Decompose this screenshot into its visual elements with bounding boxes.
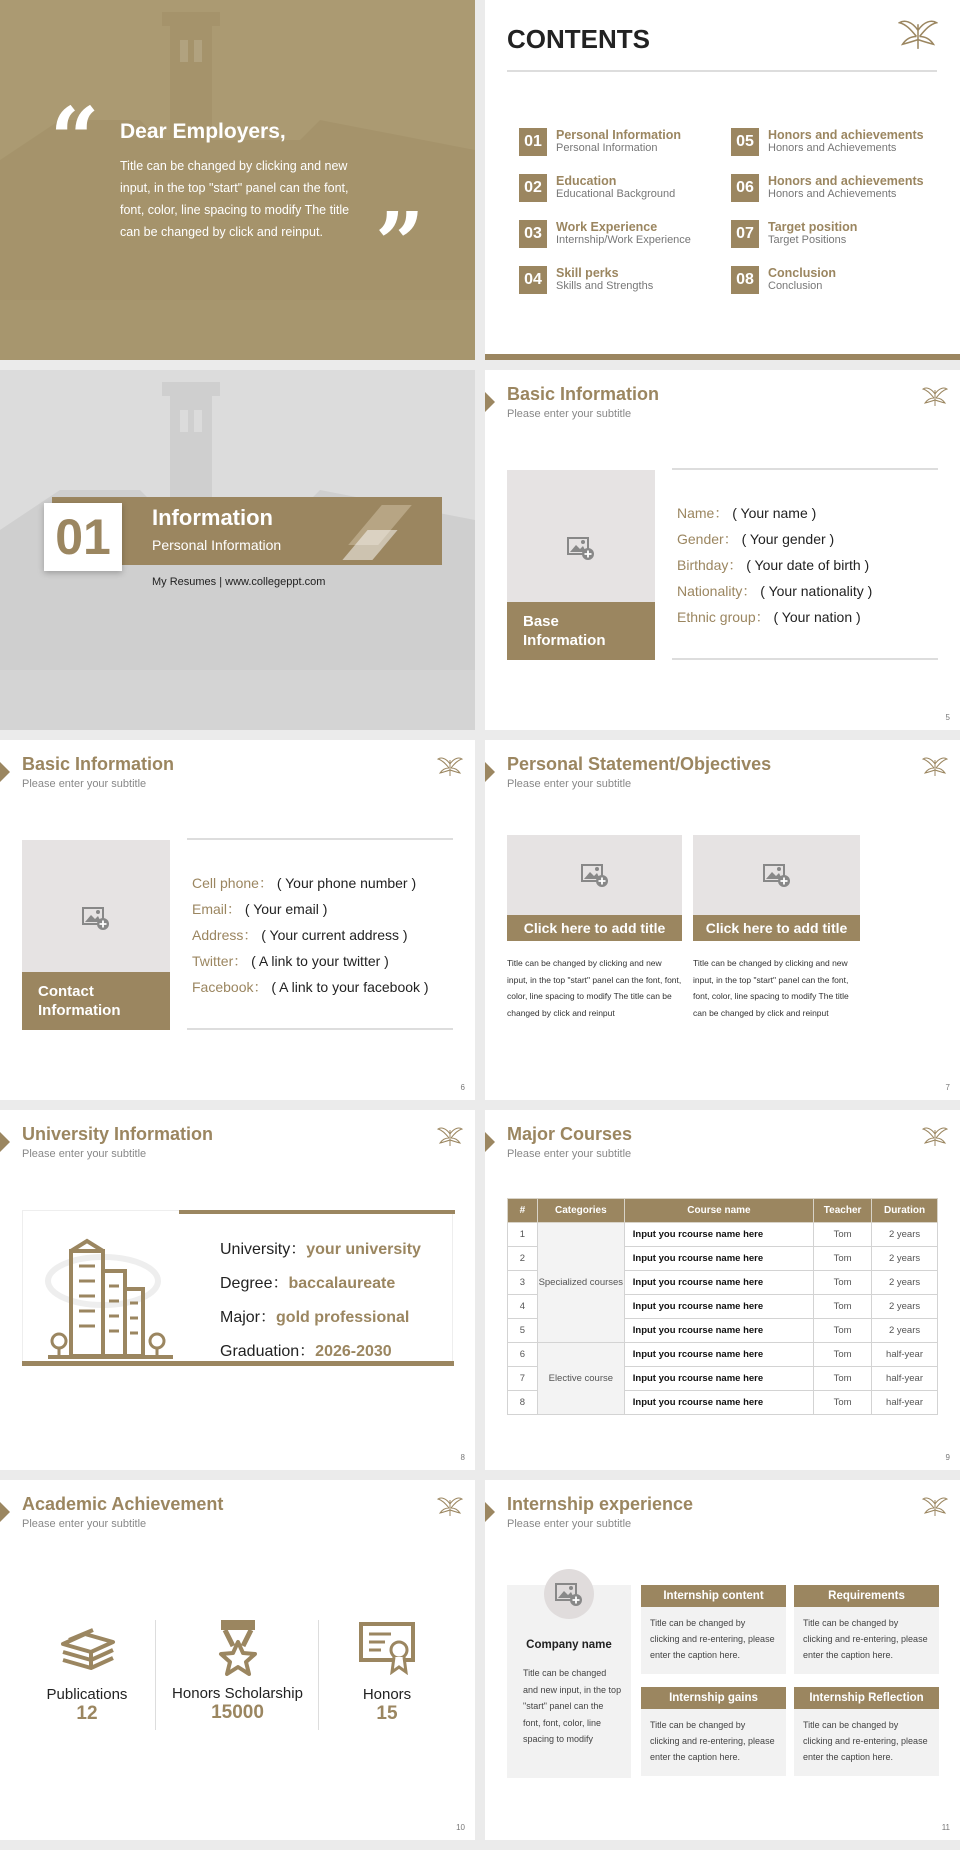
internship-box-body: Title can be changed by clicking and re-entering, please enter the caption here. (641, 1709, 786, 1776)
achievement-label: Honors (362, 1686, 412, 1703)
course-name[interactable]: Input you rcourse name here (624, 1391, 813, 1415)
info-value: ( Your current address ) (261, 927, 408, 943)
info-row[interactable] (677, 552, 872, 578)
achievement-label: Honors Scholarship (172, 1685, 303, 1702)
row-number: 2 (508, 1247, 538, 1271)
detail-value: 2026-2030 (315, 1343, 392, 1360)
achievement-value: 12 (76, 1703, 98, 1724)
university-card (22, 1210, 453, 1366)
category-cell: Specialized courses (537, 1223, 624, 1343)
section-title: Information (152, 505, 273, 530)
contents-item[interactable] (731, 174, 924, 202)
add-image-icon (580, 862, 610, 888)
bottom-bar (485, 354, 960, 360)
bottom-rule (672, 658, 938, 660)
contents-item-number: 02 (519, 174, 547, 202)
achievement-value: 15 (376, 1703, 398, 1724)
slide-title: Major Courses (507, 1124, 633, 1144)
info-row[interactable] (192, 974, 429, 1000)
university-details (220, 1233, 421, 1369)
wings-logo-icon (898, 18, 938, 52)
contents-item[interactable] (731, 266, 836, 294)
wings-logo-icon (922, 756, 948, 778)
contents-title: CONTENTS (507, 24, 650, 54)
header-arrow (0, 762, 10, 782)
contact-list (192, 870, 429, 1000)
slide-university-information (0, 1110, 475, 1470)
contents-item-title: Honors and achievements (768, 174, 924, 188)
achievement-scholarship (160, 1618, 315, 1724)
contents-item-number: 04 (519, 266, 547, 294)
info-row[interactable] (192, 948, 429, 974)
column-header: Duration (872, 1199, 938, 1223)
course-name[interactable]: Input you rcourse name here (624, 1319, 813, 1343)
box-label: Base Information (507, 602, 655, 660)
wings-logo-icon (922, 386, 948, 408)
wings-logo-icon (437, 756, 463, 778)
course-name[interactable]: Input you rcourse name here (624, 1343, 813, 1367)
duration: 2 years (872, 1271, 938, 1295)
teacher: Tom (814, 1367, 872, 1391)
info-value: ( A link to your facebook ) (271, 979, 429, 995)
course-name[interactable]: Input you rcourse name here (624, 1367, 813, 1391)
table-row (508, 1343, 938, 1367)
duration: 2 years (872, 1247, 938, 1271)
slide-personal-statement (485, 740, 960, 1100)
info-row[interactable] (192, 922, 429, 948)
contents-item[interactable] (519, 174, 675, 202)
slide-title: University Information (22, 1124, 214, 1144)
wings-logo-icon (437, 1496, 463, 1518)
table-header-row (508, 1199, 938, 1223)
slide-subtitle: Please enter your subtitle (22, 1148, 147, 1160)
internship-box-title: Internship gains (641, 1687, 786, 1709)
slide-title: Personal Statement/Objectives (507, 754, 772, 774)
slide-subtitle: Please enter your subtitle (22, 778, 147, 790)
university-row[interactable] (220, 1335, 421, 1369)
slide-section-01 (0, 370, 475, 730)
bottom-rule (187, 1028, 453, 1030)
info-key: Twitter： (192, 953, 248, 969)
achievement-publications (22, 1620, 152, 1725)
banner-stripes (355, 505, 425, 560)
info-value: ( Your gender ) (741, 531, 835, 547)
info-value: ( A link to your twitter ) (251, 953, 389, 969)
building-icon (43, 1231, 183, 1361)
info-value: ( Your name ) (732, 505, 817, 521)
row-number: 6 (508, 1343, 538, 1367)
contents-item-number: 08 (731, 266, 759, 294)
box-label: Contact Information (22, 972, 170, 1030)
course-name[interactable]: Input you rcourse name here (624, 1295, 813, 1319)
info-value: ( Your nation ) (773, 609, 861, 625)
slide-internship-experience (485, 1480, 960, 1840)
wings-logo-icon (922, 1126, 948, 1148)
contents-item-subtitle: Honors and Achievements (768, 188, 897, 200)
contents-item-subtitle: Conclusion (768, 280, 823, 292)
teacher: Tom (814, 1319, 872, 1343)
page-number: 6 (460, 1083, 465, 1092)
contents-item[interactable] (519, 128, 681, 156)
image-placeholder[interactable] (507, 470, 655, 660)
info-key: Ethnic group： (677, 609, 770, 625)
company-logo-placeholder[interactable] (544, 1569, 594, 1619)
info-value: ( Your date of birth ) (746, 557, 870, 573)
card-title[interactable]: Click here to add title (507, 915, 682, 941)
slide-body: Title can be changed by clicking and new input, in the top "start" panel can the font, font, color, line spacing to modify The title can be changed by click and reinput. (120, 159, 350, 239)
duration: 2 years (872, 1295, 938, 1319)
info-value: ( Your email ) (244, 901, 328, 917)
slide-title: Academic Achievement (22, 1494, 224, 1514)
image-placeholder[interactable] (507, 835, 682, 915)
add-image-icon (81, 905, 111, 931)
internship-box-title: Internship content (641, 1585, 786, 1607)
header-arrow (485, 392, 495, 412)
row-number: 3 (508, 1271, 538, 1295)
header-arrow (485, 762, 495, 782)
slide-subtitle: Please enter your subtitle (507, 1148, 632, 1160)
info-key: Facebook： (192, 979, 268, 995)
row-number: 1 (508, 1223, 538, 1247)
books-icon (57, 1620, 117, 1675)
column-header: Teacher (814, 1199, 872, 1223)
info-key: Gender： (677, 531, 738, 547)
teacher: Tom (814, 1271, 872, 1295)
detail-value: baccalaureate (288, 1275, 396, 1292)
card-title[interactable]: Click here to add title (693, 915, 860, 941)
contents-item-subtitle: Personal Information (556, 142, 658, 154)
slide-subtitle: Please enter your subtitle (507, 408, 632, 420)
contents-item-title: Target position (768, 220, 858, 234)
courses-table (507, 1198, 938, 1415)
info-row[interactable] (677, 526, 872, 552)
info-row[interactable] (677, 578, 872, 604)
contents-item-number: 05 (731, 128, 759, 156)
contents-item[interactable] (731, 220, 857, 248)
close-quote-icon: ” (375, 194, 425, 295)
header-arrow (485, 1132, 495, 1152)
company-body: Title can be changed and new input, in the top "start" panel can the font, font, color, line spacing to modify (523, 1668, 622, 1744)
card-body: Title can be changed by clicking and new input, in the top "start" panel can the font, font, color, line spacing to modify The title can be changed by click and reinput (507, 958, 682, 1018)
contents-item-title: Skill perks (556, 266, 619, 280)
company-card (507, 1585, 631, 1778)
divider (155, 1620, 156, 1730)
contents-item-subtitle: Target Positions (768, 234, 847, 246)
top-rule (672, 468, 938, 470)
contents-item-title: Work Experience (556, 220, 658, 234)
add-image-icon (554, 1581, 584, 1607)
detail-key: Degree： (220, 1275, 289, 1292)
teacher: Tom (814, 1223, 872, 1247)
university-row[interactable] (220, 1233, 421, 1267)
column-header: # (508, 1199, 538, 1223)
duration: 2 years (872, 1223, 938, 1247)
row-number: 4 (508, 1295, 538, 1319)
top-rule (187, 838, 453, 840)
contents-item-number: 01 (519, 128, 547, 156)
info-key: Birthday： (677, 557, 743, 573)
contents-divider (507, 70, 937, 72)
info-list (677, 500, 872, 630)
slide-title: Dear Employers, (120, 120, 286, 143)
certificate-icon (357, 1620, 417, 1675)
detail-value: your university (306, 1241, 421, 1258)
info-value: ( Your phone number ) (276, 875, 417, 891)
section-subtitle: Personal Information (152, 537, 282, 553)
divider (318, 1620, 319, 1730)
slide-major-courses (485, 1110, 960, 1470)
teacher: Tom (814, 1391, 872, 1415)
university-row[interactable] (220, 1267, 421, 1301)
slide-subtitle: Please enter your subtitle (507, 1518, 632, 1530)
contents-item-number: 03 (519, 220, 547, 248)
page-number: 7 (945, 1083, 950, 1092)
duration: half-year (872, 1367, 938, 1391)
internship-box-body: Title can be changed by clicking and re-entering, please enter the caption here. (794, 1709, 939, 1776)
info-row[interactable] (192, 896, 429, 922)
contents-item[interactable] (519, 220, 691, 248)
slide-contents (485, 0, 960, 360)
contents-item-subtitle: Internship/Work Experience (556, 234, 691, 246)
slide-academic-achievement (0, 1480, 475, 1840)
add-image-icon (566, 535, 596, 561)
info-key: Address： (192, 927, 258, 943)
page-number: 5 (945, 713, 950, 722)
course-name[interactable]: Input you rcourse name here (624, 1271, 813, 1295)
slide-title: Basic Information (507, 384, 660, 404)
statement-card (507, 835, 682, 1021)
column-header: Categories (537, 1199, 624, 1223)
wings-logo-icon (437, 1126, 463, 1148)
card-body: Title can be changed by clicking and new input, in the top "start" panel can the font, font, color, line spacing to modify The title can be changed by click and reinput (693, 958, 849, 1018)
category-cell: Elective course (537, 1343, 624, 1415)
course-name[interactable]: Input you rcourse name here (624, 1223, 813, 1247)
row-number: 5 (508, 1319, 538, 1343)
contents-item-subtitle: Honors and Achievements (768, 142, 897, 154)
section-number: 01 (44, 503, 122, 571)
open-quote-icon: “ (50, 89, 100, 190)
internship-box-body: Title can be changed by clicking and re-entering, please enter the caption here. (794, 1607, 939, 1674)
contents-item-subtitle: Skills and Strengths (556, 280, 654, 292)
site-text: My Resumes | www.collegeppt.com (152, 576, 326, 588)
medal-icon (213, 1618, 263, 1676)
achievement-honors (322, 1620, 452, 1725)
info-key: Nationality： (677, 583, 757, 599)
image-placeholder[interactable] (22, 840, 170, 1030)
slide-subtitle: Please enter your subtitle (507, 778, 632, 790)
column-header: Course name (624, 1199, 813, 1223)
detail-value: gold professional (276, 1309, 410, 1326)
info-value: ( Your nationality ) (760, 583, 873, 599)
add-image-icon (762, 862, 792, 888)
duration: 2 years (872, 1319, 938, 1343)
contents-item-title: Conclusion (768, 266, 837, 280)
slide-dear-employers (0, 0, 475, 360)
table-row (508, 1223, 938, 1247)
info-key: Cell phone： (192, 875, 273, 891)
internship-box-body: Title can be changed by clicking and re-entering, please enter the caption here. (641, 1607, 786, 1674)
teacher: Tom (814, 1247, 872, 1271)
teacher: Tom (814, 1295, 872, 1319)
page-number: 11 (941, 1823, 950, 1832)
info-row[interactable] (677, 500, 872, 526)
slide-subtitle: Please enter your subtitle (22, 1518, 147, 1530)
company-name: Company name (526, 1639, 612, 1651)
header-arrow (485, 1502, 495, 1522)
image-placeholder[interactable] (693, 835, 860, 915)
page-number: 8 (460, 1453, 465, 1462)
achievement-value: 15000 (211, 1702, 264, 1723)
page-number: 9 (945, 1453, 950, 1462)
wings-logo-icon (922, 1496, 948, 1518)
duration: half-year (872, 1391, 938, 1415)
contents-item-number: 07 (731, 220, 759, 248)
contents-item-title: Honors and achievements (768, 128, 924, 142)
page-number: 10 (456, 1823, 465, 1832)
contents-item-title: Education (556, 174, 617, 188)
internship-box-title: Internship Reflection (794, 1687, 939, 1709)
detail-key: Graduation： (220, 1343, 316, 1360)
row-number: 7 (508, 1367, 538, 1391)
card-top-bar (179, 1210, 455, 1214)
course-name[interactable]: Input you rcourse name here (624, 1247, 813, 1271)
info-row[interactable] (677, 604, 872, 630)
row-number: 8 (508, 1391, 538, 1415)
slide-title: Basic Information (22, 754, 175, 774)
info-key: Email： (192, 901, 242, 917)
info-key: Name： (677, 505, 729, 521)
header-arrow (0, 1132, 10, 1152)
contents-item-subtitle: Educational Background (556, 188, 676, 200)
header-arrow (0, 1502, 10, 1522)
internship-box-title: Requirements (794, 1585, 939, 1607)
statement-card (693, 835, 860, 1021)
contents-item-number: 06 (731, 174, 759, 202)
university-row[interactable] (220, 1301, 421, 1335)
achievement-label: Publications (46, 1686, 128, 1703)
detail-key: University： (220, 1241, 307, 1258)
duration: half-year (872, 1343, 938, 1367)
contents-item[interactable] (519, 266, 653, 294)
slide-basic-information (485, 370, 960, 730)
contents-item[interactable] (731, 128, 924, 156)
slide-title: Internship experience (507, 1494, 694, 1514)
teacher: Tom (814, 1343, 872, 1367)
detail-key: Major： (220, 1309, 277, 1326)
info-row[interactable] (192, 870, 429, 896)
slide-contact-information (0, 740, 475, 1100)
contents-item-title: Personal Information (556, 128, 682, 142)
